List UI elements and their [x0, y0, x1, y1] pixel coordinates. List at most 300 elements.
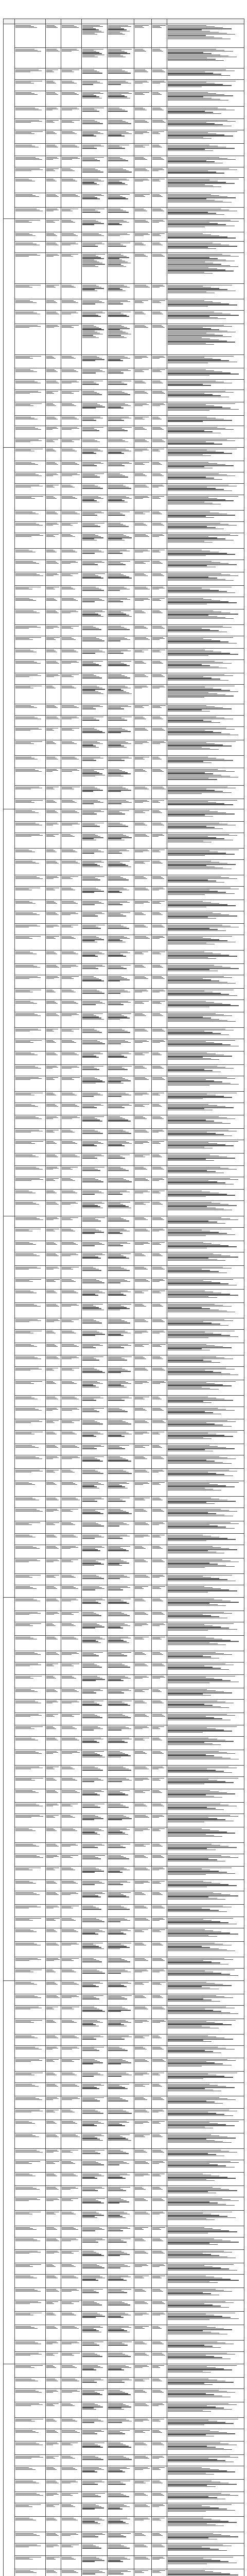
text-line — [135, 627, 146, 628]
text-line — [62, 1522, 71, 1523]
table-cell — [61, 1343, 82, 1355]
text-line — [46, 1242, 54, 1243]
text-line — [168, 1282, 220, 1283]
table-cell — [167, 1355, 244, 1367]
table-cell — [167, 461, 244, 472]
table-cell — [152, 1278, 167, 1290]
text-line — [135, 1381, 147, 1382]
text-line — [46, 1217, 58, 1218]
table-cell — [82, 756, 108, 768]
table-row — [4, 390, 244, 402]
table-cell — [134, 1455, 152, 1469]
text-line — [135, 1141, 148, 1142]
text-line — [135, 1078, 147, 1079]
table-cell — [61, 1380, 82, 1396]
text-line — [152, 637, 164, 638]
text-line — [15, 743, 34, 744]
table-cell — [46, 756, 61, 768]
table-cell — [134, 311, 152, 324]
table-cell — [108, 1558, 134, 1574]
text-line — [62, 811, 77, 812]
table-cell — [15, 178, 46, 193]
table-cell — [134, 572, 152, 586]
text-line — [168, 639, 211, 640]
text-line — [82, 405, 102, 406]
text-line — [108, 392, 125, 393]
text-line — [168, 257, 209, 258]
text-line — [135, 812, 145, 813]
text-line — [108, 473, 120, 474]
table-cell — [134, 727, 152, 740]
text-line — [62, 1281, 76, 1282]
text-line — [135, 1383, 143, 1384]
text-line — [152, 1446, 161, 1447]
table-cell — [46, 1303, 61, 1318]
text-line — [46, 1613, 59, 1614]
text-line — [135, 663, 146, 664]
table-cell — [61, 951, 82, 964]
text-line — [108, 878, 126, 879]
table-cell — [15, 625, 46, 636]
text-line — [152, 1408, 161, 1409]
text-line — [168, 1020, 227, 1021]
table-cell — [152, 107, 167, 119]
text-line — [82, 359, 105, 360]
table-row — [4, 1611, 244, 1622]
table-cell — [134, 1380, 152, 1396]
text-line — [62, 464, 79, 465]
text-line — [108, 1079, 128, 1080]
text-line — [168, 580, 234, 581]
text-line — [46, 1068, 52, 1069]
text-line — [168, 865, 206, 866]
table-row — [4, 636, 244, 649]
table-cell — [82, 24, 108, 48]
table-cell — [108, 511, 134, 522]
table-cell — [152, 1065, 167, 1076]
text-line — [62, 1624, 74, 1625]
text-line — [168, 25, 206, 26]
text-line — [135, 876, 144, 877]
text-line — [168, 194, 211, 195]
text-line — [168, 709, 202, 710]
text-line — [152, 27, 162, 28]
text-line — [15, 473, 36, 474]
text-line — [108, 1511, 126, 1512]
table-cell — [167, 1201, 244, 1216]
text-line — [82, 121, 97, 122]
text-line — [15, 1178, 40, 1179]
text-line — [82, 1613, 96, 1614]
table-cell — [46, 1497, 61, 1508]
text-line — [108, 1170, 129, 1171]
table-cell — [167, 860, 244, 875]
text-line — [82, 336, 96, 337]
text-line — [152, 133, 161, 134]
text-line — [168, 1623, 234, 1624]
table-cell — [152, 1455, 167, 1469]
table-row — [4, 951, 244, 964]
table-cell — [152, 549, 167, 560]
text-line — [108, 904, 123, 905]
text-line — [108, 302, 120, 303]
table-cell — [61, 1076, 82, 1092]
text-line — [135, 1306, 146, 1307]
text-line — [168, 1616, 219, 1617]
text-line — [135, 1511, 147, 1512]
text-line — [108, 405, 131, 406]
table-cell — [82, 1140, 108, 1154]
text-line — [62, 1509, 78, 1510]
table-cell — [82, 219, 108, 232]
text-line — [152, 800, 164, 801]
text-line — [62, 393, 74, 394]
text-line — [82, 51, 96, 52]
text-line — [46, 157, 57, 158]
text-line — [152, 1013, 160, 1014]
table-cell — [46, 1177, 61, 1190]
table-cell — [82, 472, 108, 484]
text-line — [62, 1344, 75, 1345]
text-line — [82, 1145, 97, 1146]
text-line — [135, 1447, 145, 1448]
table-cell — [46, 1065, 61, 1076]
text-line — [168, 573, 222, 574]
text-line — [135, 1483, 150, 1484]
text-line — [168, 124, 223, 125]
text-line — [108, 1002, 131, 1003]
text-line — [168, 1567, 205, 1568]
text-line — [108, 288, 120, 289]
text-line — [168, 474, 227, 475]
text-line — [135, 256, 148, 257]
table-row — [4, 1585, 244, 1598]
text-line — [15, 937, 29, 938]
table-cell — [167, 1574, 244, 1585]
text-line — [82, 800, 98, 801]
text-line — [108, 1344, 129, 1345]
table-cell — [108, 673, 134, 685]
text-line — [168, 1118, 235, 1119]
text-line — [108, 1206, 129, 1207]
text-line — [168, 1013, 216, 1014]
text-line — [108, 693, 132, 694]
text-line — [82, 474, 95, 475]
text-line — [108, 876, 120, 877]
text-line — [135, 233, 148, 234]
text-line — [108, 939, 120, 940]
table-cell — [61, 1129, 82, 1140]
text-line — [82, 1243, 102, 1244]
text-line — [168, 641, 228, 642]
table-cell — [46, 1598, 61, 1611]
table-cell — [152, 461, 167, 472]
table-cell — [108, 144, 134, 156]
text-line — [168, 1588, 221, 1589]
table-cell — [82, 833, 108, 849]
text-line — [82, 812, 94, 813]
text-line — [46, 903, 57, 904]
table-cell — [108, 1129, 134, 1140]
text-line — [15, 628, 29, 629]
text-line — [135, 1179, 148, 1180]
text-line — [108, 575, 127, 576]
text-line — [46, 326, 59, 327]
text-line — [108, 233, 127, 234]
table-cell — [46, 809, 61, 822]
text-line — [15, 938, 32, 939]
text-line — [152, 978, 165, 979]
text-line — [108, 1142, 129, 1143]
text-line — [15, 1381, 42, 1382]
text-line — [62, 801, 75, 802]
text-line — [168, 877, 229, 878]
text-line — [15, 1613, 41, 1614]
text-line — [108, 914, 123, 915]
text-line — [15, 1281, 33, 1282]
table-cell — [108, 208, 134, 219]
text-line — [82, 1384, 93, 1385]
text-line — [108, 731, 131, 732]
text-line — [82, 1016, 99, 1017]
text-line — [62, 901, 74, 902]
text-line — [152, 769, 161, 770]
text-line — [168, 744, 223, 745]
table-cell — [82, 242, 108, 253]
text-line — [168, 184, 205, 185]
text-line — [62, 300, 74, 301]
text-line — [135, 1613, 146, 1614]
table-cell — [61, 833, 82, 849]
table-cell — [108, 1000, 134, 1012]
table-cell — [134, 1290, 152, 1303]
text-line — [108, 1143, 132, 1144]
text-line — [108, 327, 127, 328]
text-line — [168, 159, 236, 160]
text-line — [152, 235, 161, 236]
text-line — [108, 1512, 129, 1513]
text-line — [168, 905, 236, 906]
table-cell — [134, 1228, 152, 1241]
table-cell — [15, 875, 46, 887]
table-row — [4, 1201, 244, 1216]
table-row — [4, 461, 244, 472]
table-cell — [152, 1012, 167, 1028]
text-line — [168, 1105, 217, 1106]
table-cell — [15, 660, 46, 673]
text-line — [82, 1612, 94, 1613]
text-line — [62, 1321, 74, 1322]
text-line — [152, 1422, 166, 1423]
table-cell — [108, 1481, 134, 1497]
text-line — [82, 1117, 95, 1118]
text-line — [152, 1421, 164, 1422]
text-line — [152, 676, 165, 677]
text-line — [135, 393, 148, 394]
text-line — [108, 157, 120, 158]
table-cell — [46, 91, 61, 107]
text-line — [135, 1456, 144, 1457]
text-line — [62, 730, 74, 731]
table-cell — [82, 822, 108, 833]
table-cell — [134, 951, 152, 964]
text-line — [135, 93, 143, 94]
text-line — [46, 966, 58, 967]
text-line — [46, 978, 54, 979]
table-cell — [82, 875, 108, 887]
text-line — [82, 464, 94, 465]
table-cell — [167, 311, 244, 324]
text-line — [152, 1068, 164, 1069]
table-cell — [134, 560, 152, 572]
table-cell — [82, 911, 108, 924]
table-cell — [134, 242, 152, 253]
text-line — [152, 811, 161, 812]
text-line — [82, 1614, 99, 1615]
table-cell — [108, 1103, 134, 1115]
table-cell — [152, 324, 167, 355]
table-cell — [134, 1419, 152, 1431]
text-line — [168, 1566, 235, 1567]
text-line — [152, 1614, 165, 1615]
text-line — [108, 534, 123, 535]
table-cell — [108, 24, 134, 48]
text-line — [15, 234, 32, 235]
text-line — [108, 980, 120, 981]
text-line — [168, 1629, 238, 1630]
table-cell — [134, 1469, 152, 1481]
text-line — [168, 1410, 235, 1411]
table-cell — [152, 1140, 167, 1154]
table-cell — [82, 1129, 108, 1140]
text-line — [168, 113, 222, 114]
table-row — [4, 311, 244, 324]
table-cell — [167, 1497, 244, 1508]
text-line — [168, 882, 225, 883]
text-line — [46, 938, 56, 939]
table-cell — [134, 368, 152, 380]
table-cell — [82, 144, 108, 156]
text-line — [15, 1509, 37, 1510]
text-line — [62, 802, 77, 803]
table-cell — [152, 1290, 167, 1303]
table-cell — [46, 572, 61, 586]
text-line — [82, 220, 96, 221]
text-line — [46, 1522, 59, 1523]
text-line — [168, 248, 216, 249]
text-line — [168, 1170, 207, 1171]
text-line — [15, 901, 29, 902]
text-line — [108, 901, 127, 902]
text-line — [82, 255, 96, 256]
text-line — [62, 429, 72, 430]
table-cell — [134, 1330, 152, 1343]
text-line — [15, 196, 39, 197]
text-line — [46, 1319, 58, 1320]
table-cell — [167, 324, 244, 355]
text-line — [82, 638, 99, 639]
table-cell — [15, 232, 46, 242]
text-line — [82, 337, 99, 338]
text-line — [135, 638, 148, 639]
table-cell — [46, 1012, 61, 1028]
table-cell — [152, 849, 167, 860]
table-cell — [15, 727, 46, 740]
text-line — [15, 575, 43, 576]
text-line — [62, 358, 76, 359]
text-line — [135, 1446, 143, 1447]
text-line — [168, 708, 232, 709]
text-line — [62, 1319, 79, 1320]
table-cell — [61, 586, 82, 597]
table-cell — [82, 1534, 108, 1545]
table-cell — [152, 232, 167, 242]
text-line — [168, 1070, 213, 1071]
table-cell — [152, 156, 167, 167]
text-line — [82, 525, 98, 526]
table-cell — [15, 511, 46, 522]
table-cell — [61, 390, 82, 402]
text-line — [168, 1001, 206, 1002]
table-row — [4, 924, 244, 935]
text-line — [62, 473, 78, 474]
text-line — [108, 537, 132, 538]
table-cell — [134, 1622, 152, 1636]
text-line — [46, 1511, 54, 1512]
table-cell — [82, 1266, 108, 1278]
table-cell — [108, 1469, 134, 1481]
table-cell — [15, 1177, 46, 1190]
table-cell — [134, 1367, 152, 1380]
table-cell — [134, 253, 152, 284]
text-line — [168, 265, 230, 266]
text-line — [135, 1577, 150, 1578]
table-cell — [152, 1103, 167, 1115]
text-line — [46, 1614, 54, 1615]
table-cell — [167, 673, 244, 685]
table-cell — [167, 167, 244, 178]
text-line — [152, 1180, 159, 1181]
text-line — [82, 370, 102, 371]
text-line — [168, 440, 235, 441]
text-line — [152, 525, 164, 526]
table-cell — [167, 1469, 244, 1481]
table-cell — [108, 311, 134, 324]
text-line — [168, 394, 213, 395]
table-cell — [46, 426, 61, 438]
text-line — [168, 236, 227, 237]
text-line — [82, 496, 98, 497]
text-line — [82, 901, 99, 902]
table-cell — [46, 1455, 61, 1469]
table-cell — [46, 549, 61, 560]
text-line — [108, 1105, 132, 1106]
table-cell — [82, 91, 108, 107]
table-cell — [82, 1103, 108, 1115]
table-cell — [152, 1216, 167, 1228]
text-line — [62, 356, 72, 357]
table-cell — [134, 390, 152, 402]
table-row — [4, 887, 244, 900]
text-line — [46, 327, 54, 328]
text-line — [15, 1040, 42, 1041]
text-line — [168, 661, 215, 662]
text-line — [168, 1548, 229, 1549]
text-line — [82, 1280, 99, 1281]
text-line — [152, 562, 161, 563]
text-line — [82, 132, 101, 133]
text-line — [46, 1078, 53, 1079]
